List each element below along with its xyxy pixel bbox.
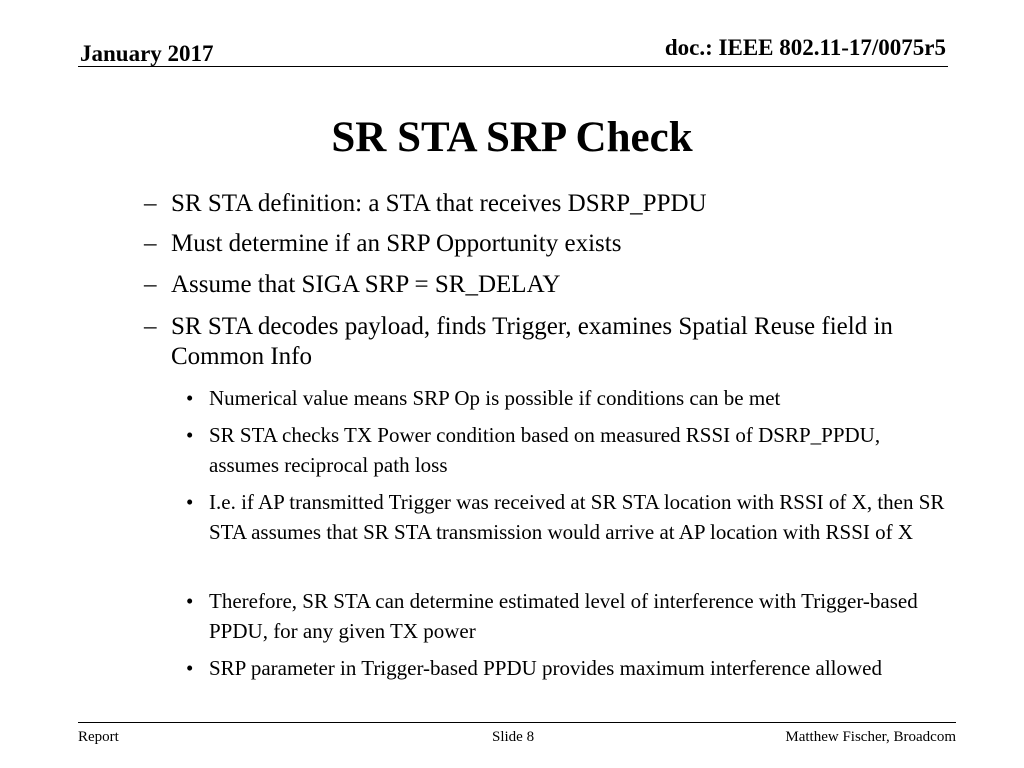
dash-marker: – — [144, 313, 157, 340]
slide-title: SR STA SRP Check — [331, 114, 693, 161]
footer-author: Matthew Fischer, Broadcom — [785, 729, 956, 745]
bullet-marker: • — [186, 386, 194, 410]
footer-report-label: Report — [78, 729, 119, 745]
bullet-marker: • — [186, 490, 194, 514]
header-rule — [78, 66, 948, 67]
list-item-text: Therefore, SR STA can determine estimated level of interference with Trigger-based PPDU, for any given TX power — [209, 589, 918, 643]
list-item-text: Numerical value means SRP Op is possible if conditions can be met — [209, 386, 781, 410]
footer-rule — [78, 722, 956, 723]
list-item-text: SRP parameter in Trigger-based PPDU provides maximum interference allowed — [209, 656, 882, 680]
list-item-text: SR STA decodes payload, finds Trigger, examines Spatial Reuse field in Common Info — [171, 313, 893, 370]
list-item-text: Must determine if an SRP Opportunity exists — [171, 230, 622, 257]
dash-marker: – — [144, 230, 157, 257]
list-item-text: SR STA checks TX Power condition based on measured RSSI of DSRP_PPDU, assumes reciprocal path loss — [209, 423, 881, 477]
header-doc-id: doc.: IEEE 802.11-17/0075r5 — [664, 35, 946, 60]
list-item-text: I.e. if AP transmitted Trigger was received at SR STA location with RSSI of X, then SR STA assumes that SR STA transmission would arrive at AP location with RSSI of X — [209, 490, 945, 544]
list-item-text: SR STA definition: a STA that receives DSRP_PPDU — [171, 190, 707, 217]
header-date: January 2017 — [80, 41, 214, 66]
bullet-marker: • — [186, 656, 194, 680]
footer-slide-number: Slide 8 — [492, 729, 535, 745]
dash-marker: – — [144, 190, 157, 217]
list-item-text: Assume that SIGA SRP = SR_DELAY — [171, 271, 561, 298]
dash-marker: – — [144, 271, 157, 298]
bullet-marker: • — [186, 589, 194, 613]
bullet-marker: • — [186, 423, 194, 447]
